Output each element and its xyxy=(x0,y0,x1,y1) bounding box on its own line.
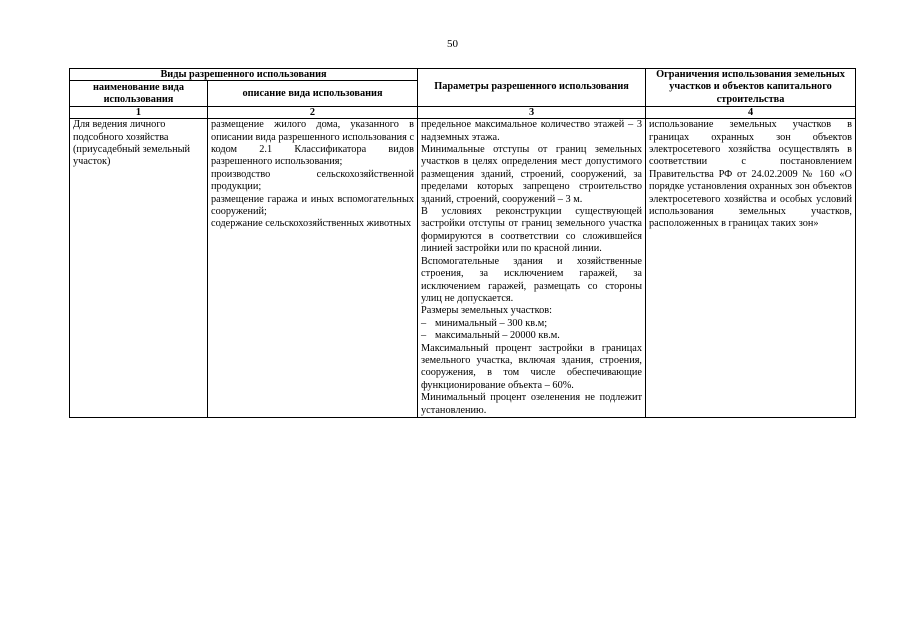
restrictions-text: использование земельных участков в границах охранных зон объектов электросетевого хозяйства осуществлять в соответствии с постановлением Правительства РФ от 24.02.2009 № 160 «О порядке установления охранных зон объектов электросетевого хозяйства и особых условий использования земельных участков, расположенных в границах таких зон» xyxy=(649,119,853,230)
list-item xyxy=(421,318,642,330)
dash-bullet: – xyxy=(421,330,427,342)
param-auxiliary-buildings: Вспомогательные здания и хозяйственные строения, за исключением гаражей, за исключением гаражей, размещать со стороны улиц не допускается. xyxy=(421,255,643,304)
header-use-description: описание вида использования xyxy=(208,81,418,107)
zoning-regulations-table xyxy=(69,68,856,418)
page-number: 50 xyxy=(447,38,458,50)
param-max-coverage: Максимальный процент застройки в границах земельного участка, включая здания, строения, сооружения, в том числе обеспечивающие функционирование объекта – 60%. xyxy=(421,342,643,391)
column-number-3: 3 xyxy=(418,107,646,119)
header-use-name: наименование вида использования xyxy=(70,81,208,107)
description-line: производство сельскохозяйственной продукции; xyxy=(211,168,415,193)
use-name-text: Для ведения личного подсобного хозяйства (приусадебный земельный участок) xyxy=(73,119,191,168)
column-number-4: 4 xyxy=(646,107,856,119)
param-plot-sizes: Размеры земельных участков: xyxy=(421,305,552,317)
param-reconstruction: В условиях реконструкции существующей застройки отступы от границ земельного участка формируются в соответствии со сложившейся линией застройки или по красной линии. xyxy=(421,206,643,255)
use-name-cell xyxy=(70,119,208,418)
header-use-parameters: Параметры разрешенного использования xyxy=(418,69,646,107)
param-setbacks: Минимальные отступы от границ земельных участков в целях определения мест допустимого размещения зданий, строений, сооружений, за пределами которых запрещено строительство зданий, строений, сооружений – 3 м. xyxy=(421,144,643,205)
plot-size-max: максимальный – 20000 кв.м. xyxy=(435,330,560,342)
table-row xyxy=(70,119,856,418)
param-min-greenery: Минимальный процент озеленения не подлежит установлению. xyxy=(421,392,643,416)
dash-bullet: – xyxy=(421,317,427,329)
header-use-restrictions: Ограничения использования земельных участков и объектов капитального строительства xyxy=(646,69,856,107)
use-parameters-cell xyxy=(418,119,646,418)
column-number-1: 1 xyxy=(70,107,208,119)
column-number-2: 2 xyxy=(208,107,418,119)
param-floors: предельное максимальное количество этажей – 3 надземных этажа. xyxy=(421,119,643,143)
description-line: размещение жилого дома, указанного в описании вида разрешенного использования с кодом 2.1 Классификатора видов разрешенного использования; xyxy=(211,119,415,168)
description-line: содержание сельскохозяйственных животных xyxy=(211,218,412,230)
list-item xyxy=(421,330,642,342)
use-description-cell xyxy=(208,119,418,418)
header-permitted-use-types: Виды разрешенного использования xyxy=(70,69,418,81)
plot-size-min: минимальный – 300 кв.м; xyxy=(435,317,548,329)
use-restrictions-cell xyxy=(646,119,856,418)
description-line: размещение гаража и иных вспомогательных сооружений; xyxy=(211,193,415,218)
